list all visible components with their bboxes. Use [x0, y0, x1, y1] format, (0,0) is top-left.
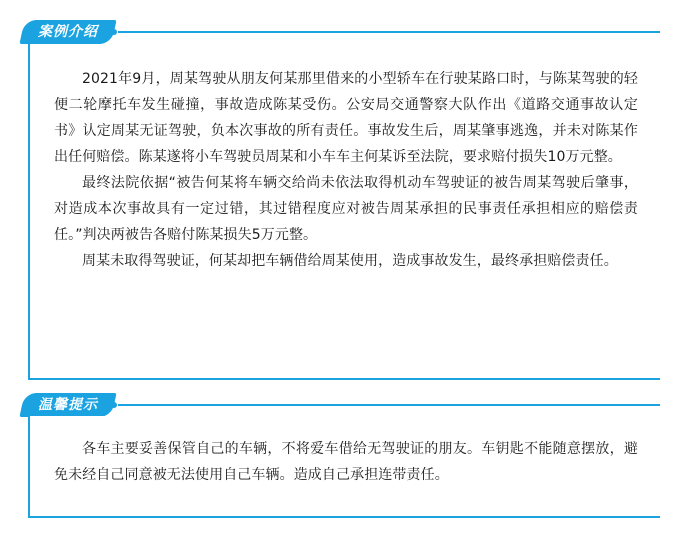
tip-section-content-box — [28, 416, 660, 518]
case-section-divider-dot — [111, 29, 117, 35]
tip-section-title: 温馨提示 — [38, 397, 98, 413]
tip-section-tag — [19, 393, 116, 417]
tip-section — [0, 390, 680, 533]
tip-section-divider-dot — [111, 402, 117, 408]
case-paragraph-1: 2021年9月，周某驾驶从朋友何某那里借来的小型轿车在行驶某路口时，与陈某驾驶的轻便二轮摩托车发生碰撞，事故造成陈某受伤。公安局交通警察大队作出《道路交通事故认定书》认定周某无证驾驶，负本次事故的所有责任。事故发生后，周某肇事逃逸，并未对陈某作出任何赔偿。陈某遂将小车驾驶员周某和小车车主何某诉至法院，要求赔付损失10万元整。 — [54, 71, 638, 165]
case-section-tag — [19, 20, 116, 44]
case-section-title: 案例介绍 — [38, 24, 98, 40]
case-section-divider — [118, 31, 660, 33]
tip-section-divider — [118, 404, 660, 406]
case-paragraph-2: 最终法院依据“被告何某将车辆交给尚未依法取得机动车驾驶证的被告周某驾驶后肇事，对造成本次事故具有一定过错，其过错程度应对被告周某承担的民事责任承担相应的赔偿责任。”判决两被告各赔付陈某损失5万元整。 — [54, 175, 638, 243]
tip-paragraph-1: 各车主要妥善保管自己的车辆，不将爱车借给无驾驶证的朋友。车钥匙不能随意摆放，避免未经自己同意被无法使用自己车辆。造成自己承担连带责任。 — [54, 441, 638, 483]
case-paragraph-3: 周某未取得驾驶证，何某却把车辆借给周某使用，造成事故发生，最终承担赔偿责任。 — [82, 253, 618, 269]
case-section-content-box — [28, 44, 660, 380]
